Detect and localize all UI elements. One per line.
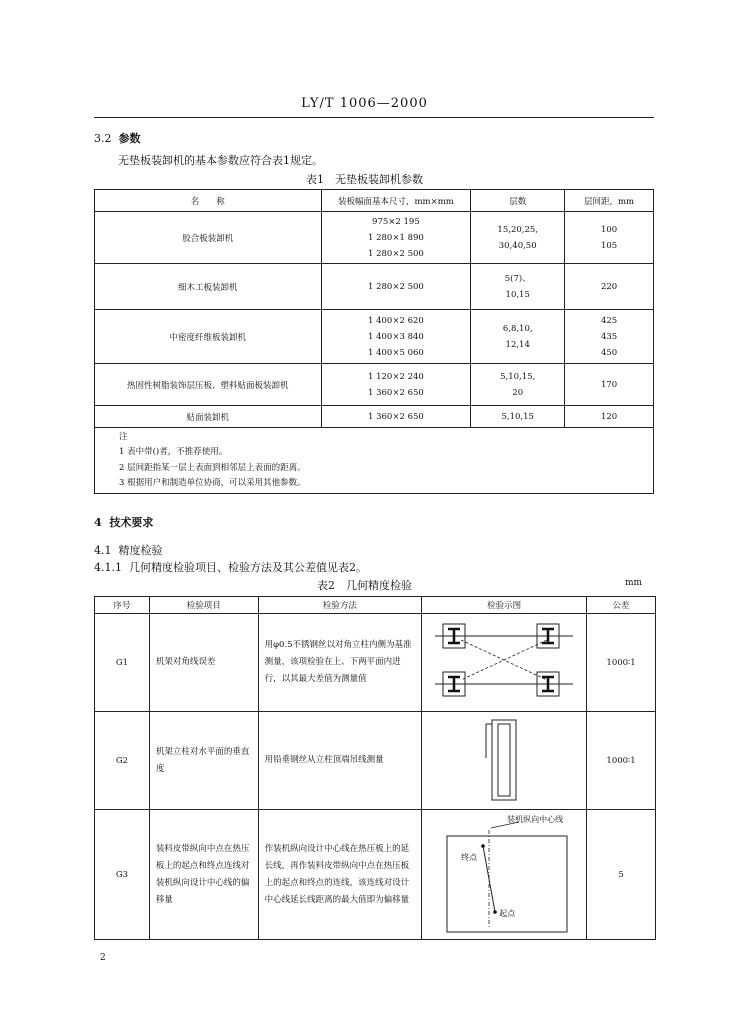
- table1-cell-sizes: 1 400×2 620 1 400×3 840 1 400×5 060: [321, 310, 471, 364]
- table2-cell-tolerance: 5: [587, 810, 656, 940]
- table2: [94, 596, 656, 940]
- table2-header-item: 检验项目: [149, 597, 258, 614]
- table-row: [95, 712, 656, 810]
- table1-cell-layers: 5,10,15, 20: [471, 364, 565, 406]
- table-row: [95, 364, 654, 406]
- table2-cell-item: 机架立柱对水平面的垂直度: [149, 712, 258, 810]
- table1-cell-sizes: 975×2 195 1 280×1 890 1 280×2 500: [321, 212, 471, 264]
- table1-cell-name: 热固性树脂装饰层压板、塑料贴面板装卸机: [95, 364, 322, 406]
- section-3-2-heading: 3.2 参数: [94, 132, 141, 145]
- table2-cell-id: G3: [95, 810, 150, 940]
- table2-cell-method: 用铅垂钢丝从立柱顶端吊线测量: [258, 712, 422, 810]
- header-rule: [94, 117, 654, 118]
- g2-diagram: [422, 712, 587, 810]
- table1-header-row: [95, 190, 654, 212]
- table1-cell-layers: 5(7)、 10,15: [471, 264, 565, 310]
- table-row: [95, 614, 656, 712]
- table1-cell-spacing: 120: [565, 406, 654, 428]
- section-4-heading: 4 技术要求: [94, 516, 154, 529]
- table1-cell-sizes: 1 120×2 240 1 360×2 650: [321, 364, 471, 406]
- note-item: 2 层间距指某一层上表面到相邻层上表面的距离。: [119, 462, 306, 473]
- g1-diagram: [422, 614, 587, 712]
- section-4-1-1-text: 4.1.1 几何精度检验项目、检验方法及其公差值见表2。: [94, 561, 367, 574]
- table1-caption: 表1 无垫板装卸机参数: [306, 173, 423, 186]
- note-heading: 注: [119, 431, 128, 442]
- table-row: [95, 810, 656, 940]
- table1-cell-name: 中密度纤维板装卸机: [95, 310, 322, 364]
- table1-cell-spacing: 170: [565, 364, 654, 406]
- table1-header-spacing: 层间距，mm: [565, 190, 654, 212]
- table2-cell-item: 机架对角线误差: [149, 614, 258, 712]
- table1-notes: [95, 428, 654, 494]
- table1-cell-layers: 15,20,25, 30,40,50: [471, 212, 565, 264]
- table2-cell-id: G1: [95, 614, 150, 712]
- table1-cell-sizes: 1 280×2 500: [321, 264, 471, 310]
- table1-notes-row: [95, 428, 654, 494]
- table2-header-diagram: 检验示图: [422, 597, 587, 614]
- table2-cell-method: 用φ0.5不锈钢丝以对角立柱内侧为基准测量，该项检验在上、下两平面内进行，以其最大差值为测量值: [258, 614, 422, 712]
- table1-cell-spacing: 220: [565, 264, 654, 310]
- table2-header-method: 检验方法: [258, 597, 422, 614]
- note-item: 3 根据用户和制造单位协商，可以采用其他参数。: [119, 478, 306, 488]
- table-row: [95, 212, 654, 264]
- end-point-label: 终点: [461, 852, 478, 862]
- table2-cell-id: G2: [95, 712, 150, 810]
- section-4-1-heading: 4.1 精度检验: [94, 544, 163, 557]
- table1-cell-name: 细木工板装卸机: [95, 264, 322, 310]
- table1-header-size: 装板幅面基本尺寸，mm×mm: [321, 190, 471, 212]
- table2-cell-tolerance: 1000∶1: [587, 614, 656, 712]
- standard-number: LY/T 1006—2000: [301, 96, 428, 111]
- table1-header-layers: 层数: [471, 190, 565, 212]
- table1-cell-layers: 6,8,10, 12,14: [471, 310, 565, 364]
- table1: [94, 189, 654, 494]
- table-row: [95, 310, 654, 364]
- table2-cell-item: 装料皮带纵向中点在热压板上的起点和终点连线对装机纵向设计中心线的偏移量: [149, 810, 258, 940]
- table2-cell-tolerance: 1000∶1: [587, 712, 656, 810]
- table2-unit: mm: [625, 578, 643, 588]
- start-point-label: 起点: [499, 908, 516, 918]
- section-3-2-text: 无垫板装卸机的基本参数应符合表1规定。: [118, 154, 323, 167]
- page-number: 2: [100, 953, 106, 963]
- note-item: 1 表中带()者，不推荐使用。: [119, 447, 228, 457]
- table-row: [95, 264, 654, 310]
- table1-cell-sizes: 1 360×2 650: [321, 406, 471, 428]
- table1-header-name: 名 称: [95, 190, 322, 212]
- table2-cell-method: 作装机纵向设计中心线在热压板上的延长线，再作装料皮带纵向中点在热压板上的起点和终点的连线，该连线对设计中心线延长线距离的最大值即为偏移量: [258, 810, 422, 940]
- table-row: [95, 406, 654, 428]
- g3-diagram: [422, 810, 587, 940]
- table1-cell-spacing: 425 435 450: [565, 310, 654, 364]
- table2-caption: 表2 几何精度检验: [317, 579, 412, 592]
- table2-header-id: 序号: [95, 597, 150, 614]
- plumb-line-diagram: [474, 716, 534, 802]
- table1-cell-layers: 5,10,15: [471, 406, 565, 428]
- table1-cell-spacing: 100 105: [565, 212, 654, 264]
- centerline-label: 装机纵向中心线: [507, 814, 564, 824]
- diagonal-check-diagram: [429, 618, 579, 704]
- table1-cell-name: 贴面装卸机: [95, 406, 322, 428]
- table2-header-tolerance: 公差: [587, 597, 656, 614]
- table1-cell-name: 胶合板装卸机: [95, 212, 322, 264]
- table2-header-row: [95, 597, 656, 614]
